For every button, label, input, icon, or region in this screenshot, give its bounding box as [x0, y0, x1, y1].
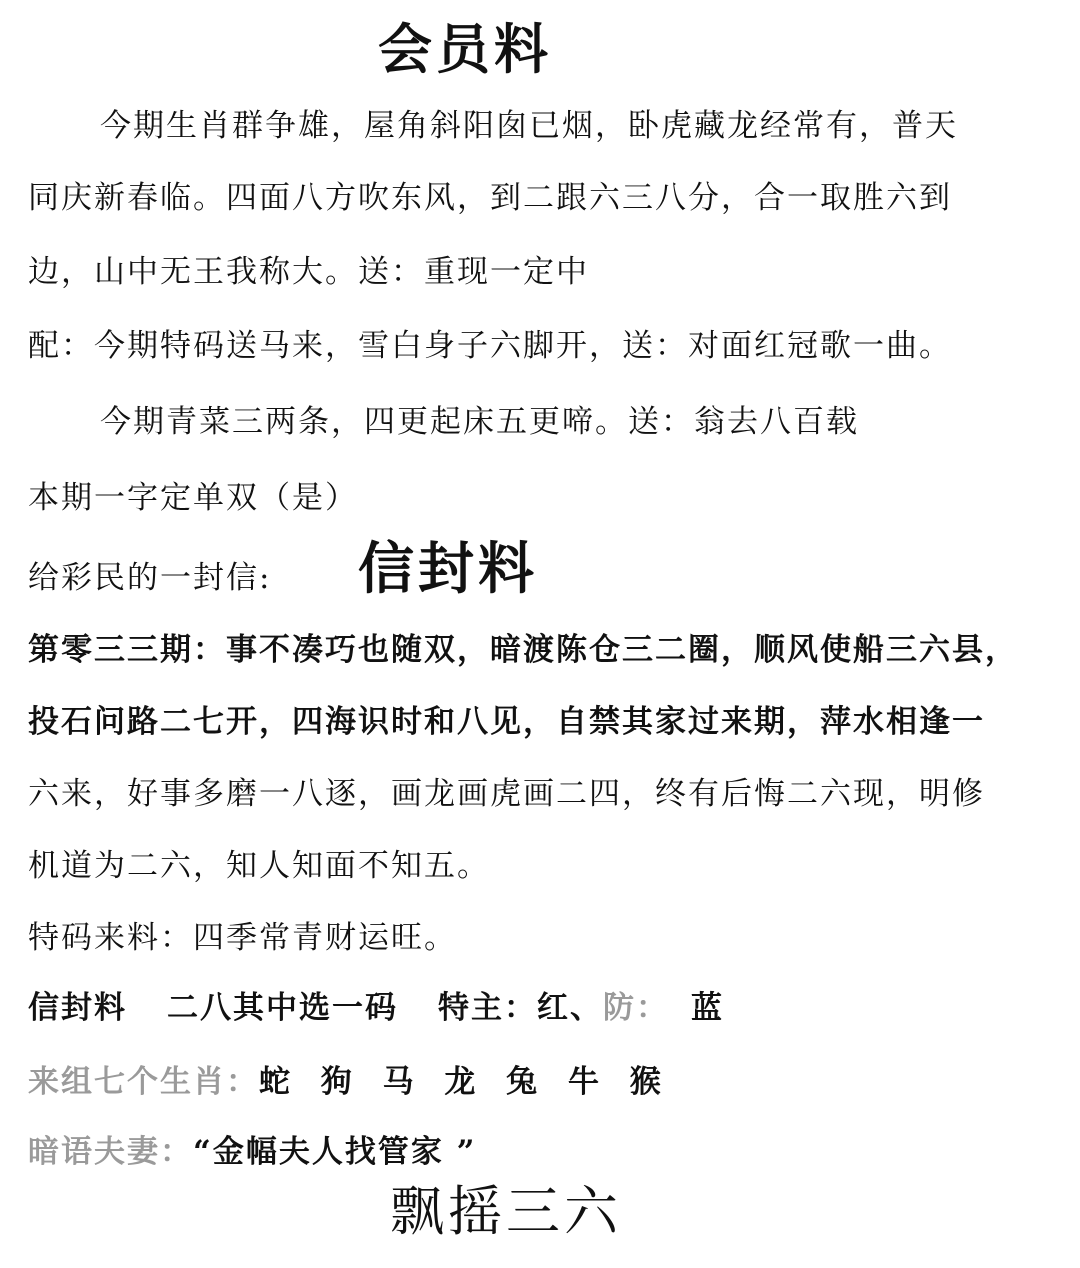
member-title: 会员料 [378, 18, 552, 81]
pick-main-value: 红、 [537, 990, 603, 1026]
pick-guard-value: 蓝 [691, 990, 724, 1026]
pick-main-label: 特主： [438, 990, 537, 1026]
member-para1-line2: 同庆新春临。四面八方吹东风，到二跟六三八分，合一取胜六到 [28, 180, 952, 216]
quote-label: 暗语夫妻： [28, 1134, 193, 1170]
zodiac-values: 蛇 狗 马 龙 兔 牛 猴 [259, 1064, 671, 1100]
member-para1-line3: 边，山中无王我称大。送：重现一定中 [28, 254, 589, 290]
tema-line: 特码来料：四季常青财运旺。 [28, 920, 457, 956]
zodiac-label: 来组七个生肖： [28, 1064, 259, 1100]
pick-guard-label: 防： [603, 990, 669, 1026]
pick-line [28, 988, 724, 1028]
single-double-line: 本期一字定单双（是） [28, 480, 358, 516]
letter-line-3: 六来，好事多磨一八逐，画龙画虎画二四，终有后悔二六现，明修 [28, 776, 985, 812]
pick-text: 二八其中选一码 [167, 990, 398, 1026]
member-para2-line: 今期青菜三两条，四更起床五更啼。送：翁去八百载 [100, 404, 859, 440]
member-pei-line: 配：今期特码送马来，雪白身子六脚开，送：对面红冠歌一曲。 [28, 328, 952, 364]
pick-label: 信封料 [28, 990, 127, 1026]
footer-title: 飘摇三六 [390, 1180, 622, 1243]
quote-value: “金幅夫人找管家 ” [193, 1134, 477, 1170]
letter-line-1: 第零三三期：事不凑巧也随双，暗渡陈仓三二圈，顺风使船三六县， [28, 632, 1018, 668]
member-para1-line1: 今期生肖群争雄，屋角斜阳囱已烟，卧虎藏龙经常有，普天 [100, 108, 958, 144]
letter-line-4: 机道为二六，知人知面不知五。 [28, 848, 490, 884]
letter-label: 给彩民的一封信: [28, 560, 272, 596]
letter-line-2: 投石问路二七开，四海识时和八见，自禁其家过来期，萍水相逢一 [28, 704, 985, 740]
zodiac-line [28, 1062, 671, 1102]
letter-title: 信封料 [358, 537, 538, 602]
quote-line [28, 1132, 476, 1172]
